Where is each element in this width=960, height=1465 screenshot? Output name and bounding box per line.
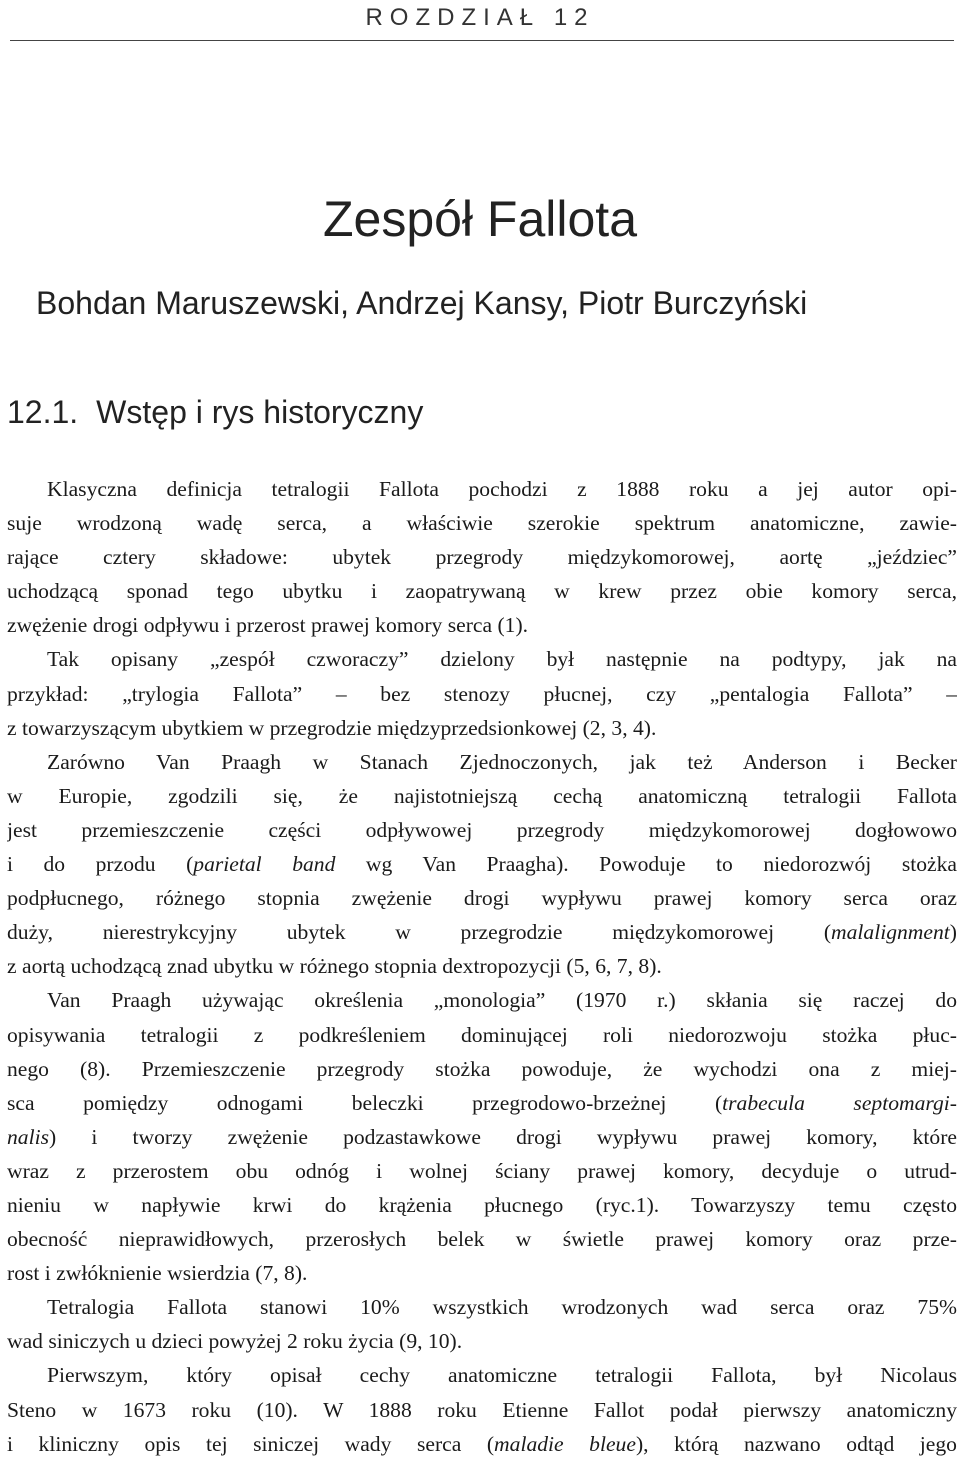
text-segment: ) [949, 920, 957, 945]
text-line [7, 1358, 957, 1392]
text-line [7, 677, 957, 711]
text-segment: Tak opisany „zespół czworaczy” dzielony był następnie na podtypy, jak na [47, 647, 957, 672]
text-segment: i kliniczny opis tej siniczej wady serca ( [7, 1431, 495, 1456]
text-segment: wg Van Praagha). Powoduje to niedorozwój stożka [335, 852, 957, 877]
text-segment: z towarzyszącym ubytkiem w przegrodzie międzyprzedsionkowej (2, 3, 4). [7, 715, 657, 740]
text-line [7, 1427, 957, 1461]
section-number: 12.1. [7, 394, 79, 430]
text-line [7, 1324, 957, 1358]
text-segment: Tetralogia Fallota stanowi 10% wszystkich wrodzonych wad serca oraz 75% [47, 1295, 957, 1320]
italic-term: parietal band [193, 852, 336, 877]
text-segment: Pierwszym, który opisał cechy anatomiczne tetralogii Fallota, był Nicolaus [47, 1363, 957, 1388]
text-line [7, 1188, 957, 1222]
text-line [7, 1290, 957, 1324]
italic-term: nalis [7, 1124, 49, 1149]
text-line [7, 983, 957, 1017]
text-line [7, 813, 957, 847]
text-line [7, 711, 957, 745]
text-segment: rost i zwłóknienie wsierdzia (7, 8). [7, 1261, 308, 1286]
text-segment: sca pomiędzy odnogami beleczki przegrodowo-brzeżnej ( [7, 1090, 723, 1115]
text-segment: Van Praagh używając określenia „monologia” (1970 r.) skłania się raczej do [47, 988, 957, 1013]
text-line [7, 1018, 957, 1052]
chapter-title: Zespół Fallota [322, 191, 638, 247]
text-segment: zwężenie drogi odpływu i przerost prawej komory serca (1). [7, 613, 529, 638]
text-line [7, 574, 957, 608]
section-title: Wstęp i rys historyczny [96, 394, 424, 430]
text-segment: ), którą nazwano odtąd jego [635, 1431, 957, 1456]
text-segment: wad siniczych u dzieci powyżej 2 roku życia (9, 10). [7, 1329, 463, 1354]
chapter-authors: Bohdan Maruszewski, Andrzej Kansy, Piotr Burczyński [36, 285, 808, 321]
text-segment: uchodzącą sponad tego ubytku i zaopatrywaną w krew przez obie komory serca, [7, 579, 957, 604]
section-heading [7, 394, 423, 431]
text-line [7, 881, 957, 915]
text-line [7, 779, 957, 813]
text-segment: rające cztery składowe: ubytek przegrody międzykomorowej, aortę „jeździec” [7, 545, 957, 570]
text-segment: przykład: „trylogia Fallota” – bez stenozy płucnej, czy „pentalogia Fallota” – [7, 681, 957, 706]
text-segment: jest przemieszczenie części odpływowej przegrody międzykomorowej dogłowowo [7, 817, 957, 842]
text-segment: z aortą uchodzącą znad ubytku w różnego stopnia dextropozycji (5, 6, 7, 8). [7, 954, 662, 979]
text-segment: Steno w 1673 roku (10). W 1888 roku Etienne Fallot podał pierwszy anatomiczny [7, 1397, 957, 1422]
text-segment: Zarówno Van Praagh w Stanach Zjednoczonych, jak też Anderson i Becker [47, 749, 957, 774]
text-line [7, 1052, 957, 1086]
italic-term: maladie bleue [494, 1431, 636, 1456]
text-line [7, 506, 957, 540]
text-segment: wraz z przerostem obu odnóg i wolnej ściany prawej komory, decyduje o utrud- [7, 1158, 957, 1183]
text-segment: duży, nierestrykcyjny ubytek w przegrodzie międzykomorowej ( [7, 920, 832, 945]
text-line [7, 1222, 957, 1256]
text-line [7, 949, 957, 983]
text-line [7, 1086, 957, 1120]
text-segment: opisywania tetralogii z podkreśleniem dominującej roli niedorozwoju stożka płuc- [7, 1022, 957, 1047]
text-line [7, 642, 957, 676]
text-segment: obecność nieprawidłowych, przerosłych belek w świetle prawej komory oraz prze- [7, 1227, 957, 1252]
italic-term: trabecula septomargi- [722, 1090, 957, 1115]
text-line [7, 540, 957, 574]
text-segment: ) i tworzy zwężenie podzastawkowe drogi wypływu prawej komory, które [49, 1124, 957, 1149]
text-line [7, 1120, 957, 1154]
text-line [7, 1154, 957, 1188]
italic-term: malalignment [831, 920, 950, 945]
text-segment: nieniu w napływie krwi do krążenia płucnego (ryc.1). Towarzyszy temu często [7, 1192, 957, 1217]
text-line [7, 1393, 957, 1427]
text-line [7, 847, 957, 881]
text-line [7, 745, 957, 779]
chapter-label: ROZDZIAŁ 12 [365, 4, 595, 31]
text-segment: podpłucnego, różnego stopnia zwężenie drogi wypływu prawej komory serca oraz [7, 886, 957, 911]
header-rule [10, 40, 954, 41]
text-line [7, 472, 957, 506]
text-line [7, 608, 957, 642]
text-segment: i do przodu ( [7, 852, 194, 877]
text-segment: w Europie, zgodzili się, że najistotniejszą cechą anatomiczną tetralogii Fallota [7, 783, 957, 808]
text-segment: Klasyczna definicja tetralogii Fallota pochodzi z 1888 roku a jej autor opi- [47, 477, 957, 501]
text-segment: nego (8). Przemieszczenie przegrody stożka powoduje, że wychodzi ona z miej- [7, 1056, 957, 1081]
text-line [7, 915, 957, 949]
text-line [7, 1256, 957, 1290]
body-text [7, 472, 957, 1461]
text-segment: suje wrodzoną wadę serca, a właściwie szerokie spektrum anatomiczne, zawie- [7, 511, 957, 536]
